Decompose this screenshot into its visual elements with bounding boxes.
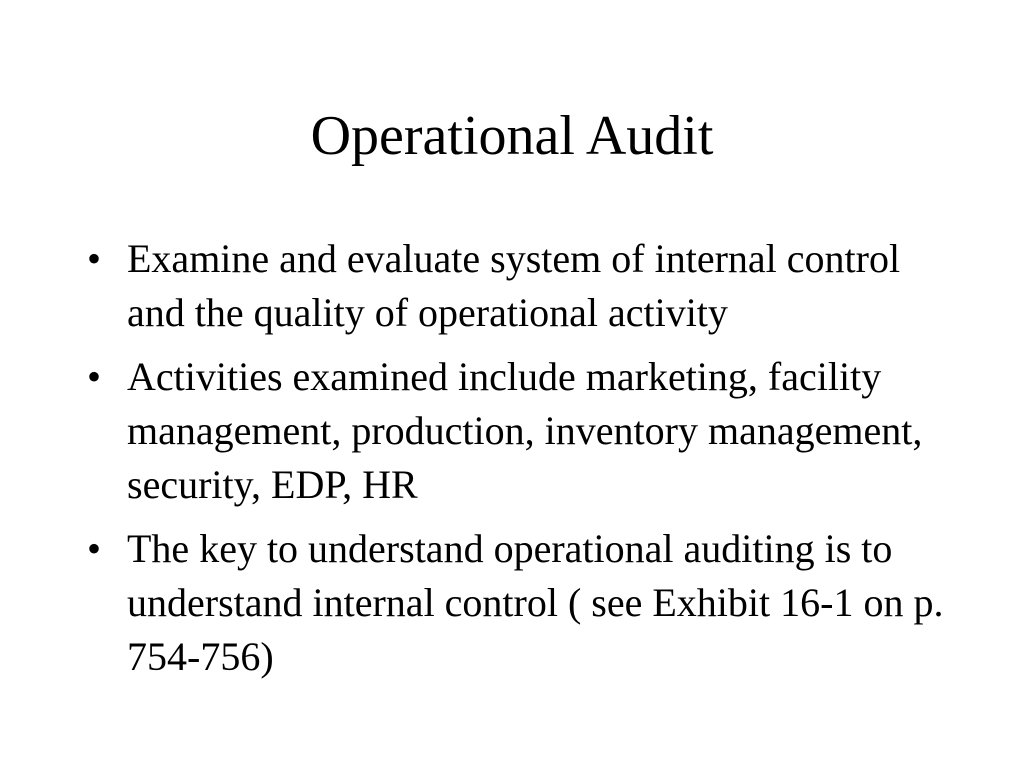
bullet-marker: • <box>87 526 102 571</box>
bullet-item <box>82 522 962 684</box>
bullet-text: The key to understand operational auditing is to understand internal control ( see Exhibit 16-1 on p. 754-756) <box>127 526 944 679</box>
bullet-marker: • <box>87 236 102 281</box>
bullet-marker: • <box>87 354 102 399</box>
bullet-item <box>82 232 962 340</box>
bullet-list <box>82 232 962 694</box>
bullet-text: Activities examined include marketing, facility management, production, inventory management, security, EDP, HR <box>127 354 923 507</box>
slide-title: Operational Audit <box>310 105 714 167</box>
bullet-text: Examine and evaluate system of internal control and the quality of operational activity <box>127 236 901 335</box>
bullet-item <box>82 350 962 512</box>
